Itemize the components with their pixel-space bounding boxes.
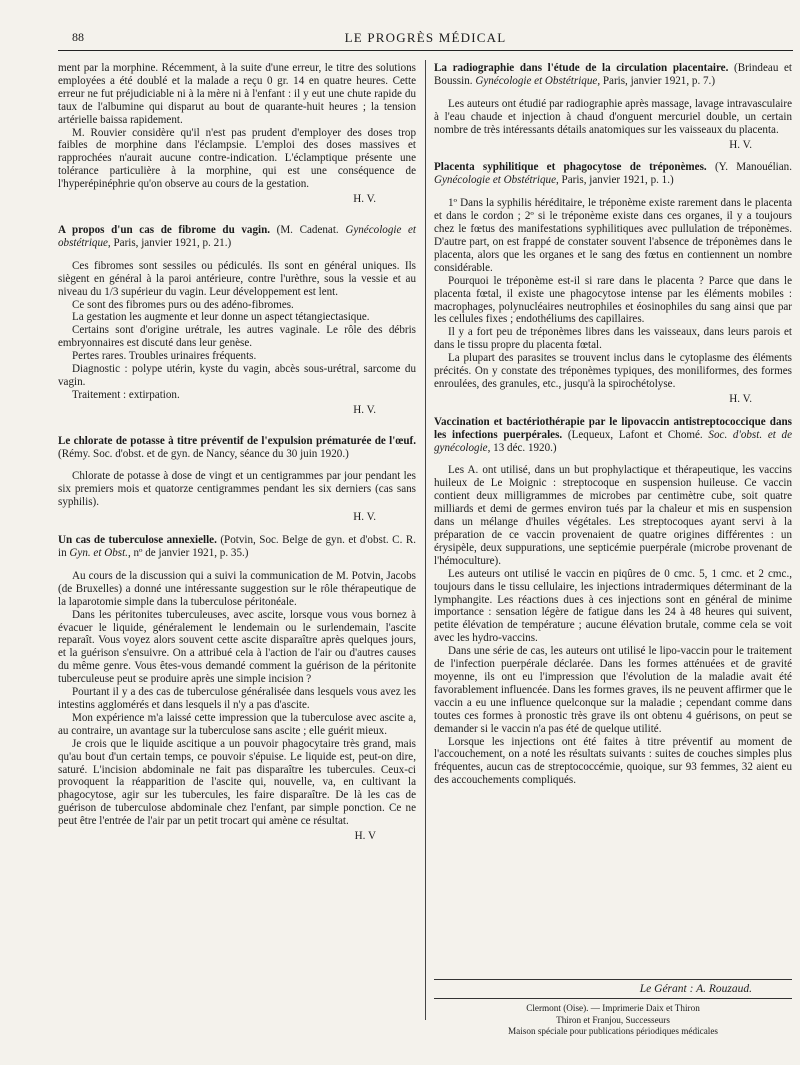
article-paragraph: Chlorate de potasse à dose de vingt et un centigrammes par jour pendant les six premiers mois et quatorze centigrammes pendant les six derniers (cas sans syphilis). (58, 470, 416, 509)
article-paragraph: Dans les péritonites tuberculeuses, avec ascite, lorsque vous vous bornez à évacuer le liquide, généralement le lendemain ou le surlendemain, l'ascite reparaît. Vous voyez alors souvent cette ascite disparaître après quelques jours, et la guérison s'ensuivre. On a attribué cela à l'action de l'air ou d'autres causes du même genre. Vous êtes-vous demandé comment la guérison de la péritonite tuberculeuse peut se produire après une simple incision ? (58, 608, 416, 686)
printer-successors: Thiron et Franjou, Successeurs (556, 1014, 670, 1025)
column-divider (425, 60, 426, 1020)
article-vaccination (434, 416, 792, 787)
article-paragraph: Diagnostic : polype utérin, kyste du vagin, abcès sous-urétral, sarcome du vagin. (58, 363, 416, 388)
article-paragraph: Je crois que le liquide ascitique a un pouvoir phagocytaire très grand, mais qu'au bout d'un certain temps, ce pouvoir s'épuise. Le liquide est, peut-on dire, saturé. L'incision abdominale ne fait pas disparaître les tubercules. Ceux-ci provoquent la réapparition de l'ascite qui, nouvelle, va, en cultivant la phagocytose, agir sur les tubercules, les faire disparaître. De là les cas de guérison de tuberculose abdominale chez l'enfant, par simple ponction. Ce ne peut être l'entrée de l'air par un petit trocart qui amène ce résultat. (58, 737, 416, 828)
article-heading: Vaccination et bactériothérapie par le lipovaccin antistreptococcique dans les infections puerpérales. (Lequeux, Lafont et Chomé. Soc. d'obst. et de gynécologie, 13 déc. 1920.) (434, 415, 792, 454)
article-tuberculose (58, 534, 416, 843)
author-initials: H. V. (353, 403, 376, 416)
footer-rule (434, 979, 792, 980)
left-column (58, 62, 416, 843)
header-rule (58, 50, 793, 51)
article-title: Placenta syphilitique et phagocytose de tréponèmes. (434, 161, 707, 174)
page-number: 88 (72, 30, 84, 44)
article-paragraph: Ce sont des fibromes purs ou des adéno-fibromes. (72, 298, 294, 311)
author-initials: H. V (354, 830, 376, 843)
article-paragraph: Pertes rares. Troubles urinaires fréquents. (72, 350, 257, 363)
article-fibrome (58, 224, 416, 417)
gerant-signature: Le Gérant : A. Rouzaud. (639, 983, 752, 995)
printer-specialty: Maison spéciale pour publications périodiques médicales (508, 1026, 718, 1036)
article-paragraph: La plupart des parasites se trouvent inclus dans le cytoplasme des éléments précités. On y constate des tréponèmes typiques, des moniliformes, des formes enroulées, des granules, etc., jusqu'à la spirochétolyse. (434, 352, 792, 390)
article-heading: A propos d'un cas de fibrome du vagin. (M. Cadenat. Gynécologie et obstétrique, Paris, janvier 1921, p. 21.) (58, 223, 416, 249)
author-initials: H. V. (353, 511, 376, 524)
article-paragraph: Les auteurs ont utilisé le vaccin en piqûres de 0 cmc. 5, 1 cmc. et 2 cmc., toujours dans le tissu cellulaire, les injections intradermiques déterminant de la lymphangite. Les réactions dues à ces injections sont en général de minime importance : sensation légère de fatigue dans les 24 à 48 heures qui suivent, petite élévation de température ; aucune élévation brutale, comme cela se voit avec les hydro-vaccins. (434, 567, 792, 645)
article-paragraph: 1º Dans la syphilis héréditaire, le tréponème existe rarement dans le placenta et dans le cordon ; 2º si le tréponème existe dans ces organes, il y a toujours chez le fœtus des manifestations syphilitiques avec pullulation de tréponèmes. D'autre part, on est frappé de constater souvent l'absence de tréponèmes dans le placenta, alors que les organes et le sang des fœtus en contiennent un nombre considérable. (434, 197, 792, 274)
printer-imprint (434, 1003, 792, 1038)
article-paragraph: Pourquoi le tréponème est-il si rare dans le placenta ? Parce que dans le placenta fœtal, il existe une phagocytose intense par les éléments mobiles : macrophages, polynucléaires neutrophiles et éosinophiles du sang ainsi que par les cellules fixes ; endothéliums des capillaires. (434, 274, 792, 326)
article-paragraph: Certains sont d'origine urétrale, les autres vaginale. Le rôle des débris embryonnaires est discuté dans leur genèse. (58, 324, 416, 350)
author-initials: H. V. (729, 392, 752, 405)
article-heading: Placenta syphilitique et phagocytose de tréponèmes. (Y. Manouélian. Gynécologie et Obstétrique, Paris, janvier 1921, p. 1.) (434, 161, 793, 187)
article-title: La radiographie dans l'étude de la circulation placentaire. (434, 62, 729, 74)
article-radiographie (434, 62, 792, 151)
right-column (434, 62, 792, 787)
article-paragraph: Les auteurs ont étudié par radiographie après massage, lavage intravasculaire à l'eau chaude et injection à chaud d'onguent mercuriel double, un certain nombre de très intéressants détails anatomiques sur les vaisseaux du placenta. (434, 97, 792, 136)
article-paragraph: Les A. ont utilisé, dans un but prophylactique et thérapeutique, les vaccins huileux de Le Moignic : streptocoque en suspension huileuse. Ce vaccin contient deux milligrammes de microbes par centimètre cube, soit quatre milliards et demi de germes environ tués par la chaleur et mis en suspension dans un mélange d'huiles végétales. Les streptocoques ayant servi à la préparation de ce vaccin provenaient de quatre origines différentes : un érysipèle, deux suppurations, une septicémie puerpérale (microbe provenant de l'hémoculture). (434, 464, 792, 567)
author-initials: H. V. (353, 193, 376, 206)
article-heading: Le chlorate de potasse à titre préventif de l'expulsion prématurée de l'œuf. (Rémy. Soc. d'obst. et de gyn. de Nancy, séance du 30 juin 1920.) (58, 434, 416, 460)
author-initials: H. V. (729, 138, 752, 151)
article-title: Vaccination et bactériothérapie par le lipovaccin antistreptococcique dans les infections puerpérales. (434, 415, 792, 441)
running-title: LE PROGRÈS MÉDICAL (344, 30, 507, 45)
article-paragraph: Il y a fort peu de tréponèmes libres dans les vaisseaux, dans leurs parois et dans le tissu propre du placenta fœtal. (434, 326, 792, 352)
page-header (58, 30, 793, 48)
article-title: Le chlorate de potasse à titre préventif de l'expulsion prématurée de l'œuf. (58, 434, 416, 447)
article-paragraph: Au cours de la discussion qui a suivi la communication de M. Potvin, Jacobs (de Bruxelles) a donné une intéressante suggestion sur le rôle thérapeutique de la laparotomie simple dans la tuberculose péritonéale. (58, 569, 416, 608)
article-title: A propos d'un cas de fibrome du vagin. (58, 223, 271, 236)
gerant-block (434, 979, 792, 999)
printer-name: Clermont (Oise). — Imprimerie Daix et Thiron (526, 1003, 700, 1013)
article-paragraph: Dans une série de cas, les auteurs ont utilisé le lipo-vaccin pour le traitement de l'infection puerpérale déclarée. Dans les formes atténuées et de gravité moyenne, ils ont eu l'impression que l'évolution de la maladie avait été favorablement influencée. Dans les formes graves, ils ne peuvent affirmer que le vaccin a eu une influence quelconque sur la maladie ; cependant comme dans toutes ces formes à pronostic très grave ils ont obtenu 4 guérisons, on peut se demander si le vaccin n'a pas été de quelque utilité. (434, 645, 792, 735)
article-paragraph: La gestation les augmente et leur donne un aspect tétangiectasique. (72, 311, 370, 324)
article-paragraph: Lorsque les injections ont été faites à titre préventif au moment de l'accouchement, on a noté les résultats suivants : suites de couches simples plus fréquentes, aucun cas de streptococcémie, quoique, sur 93 femmes, 32 aient eu des accouchements compliqués. (434, 735, 792, 787)
article-title: Un cas de tuberculose annexielle. (58, 534, 217, 547)
article-chlorate (58, 435, 416, 524)
article-paragraph: Mon expérience m'a laissé cette impression que la tuberculose avec ascite a, au contraire, un avantage sur la tuberculose sans ascite ; elle guérit mieux. (58, 711, 416, 737)
article-paragraph: Pourtant il y a des cas de tuberculose généralisée dans lesquels vous avez les intestins agglomérés et dans lesquels il n'y a pas d'ascite. (58, 686, 416, 711)
article-paragraph: Traitement : extirpation. (72, 388, 180, 401)
intro-paragraph: ment par la morphine. Récemment, à la suite d'une erreur, le titre des solutions employées a été doublé et la malade a reçu 0 gr. 14 en quatre heures. Cette erreur ne fut préjudiciable ni à la mère ni à l'enfant : il y eut une chute rapide du taux de l'albumine qui disparut au bout de quarante-huit heures ; la tension artérielle baissa rapidement. (58, 62, 416, 126)
intro-paragraph: M. Rouvier considère qu'il n'est pas prudent d'employer des doses trop faibles de morphine dans l'éclampsie. L'emploi des doses massives et rapprochées n'aurait aucune contre-indication. L'éclamptique présente une tolérance particulière à la morphine, qui est une conséquence de l'hyperépinéphrie qu'on observe au cours de la gestation. (58, 126, 416, 191)
footer-rule (434, 998, 792, 999)
article-placenta (434, 161, 792, 405)
article-heading: Un cas de tuberculose annexielle. (Potvin, Soc. Belge de gyn. et d'obst. C. R. in Gyn. et Obst., nº de janvier 1921, p. 35.) (58, 534, 417, 559)
article-heading: La radiographie dans l'étude de la circulation placentaire. (Brindeau et Boussin. Gynécologie et Obstétrique, Paris, janvier 1921, p. 7.) (434, 62, 792, 87)
article-paragraph: Ces fibromes sont sessiles ou pédiculés. Ils sont en général uniques. Ils siègent en général à la paroi antérieure, contre l'urèthre, sous la vessie et au niveau du 1/3 supérieur du vagin. Leur développement est lent. (58, 259, 416, 298)
